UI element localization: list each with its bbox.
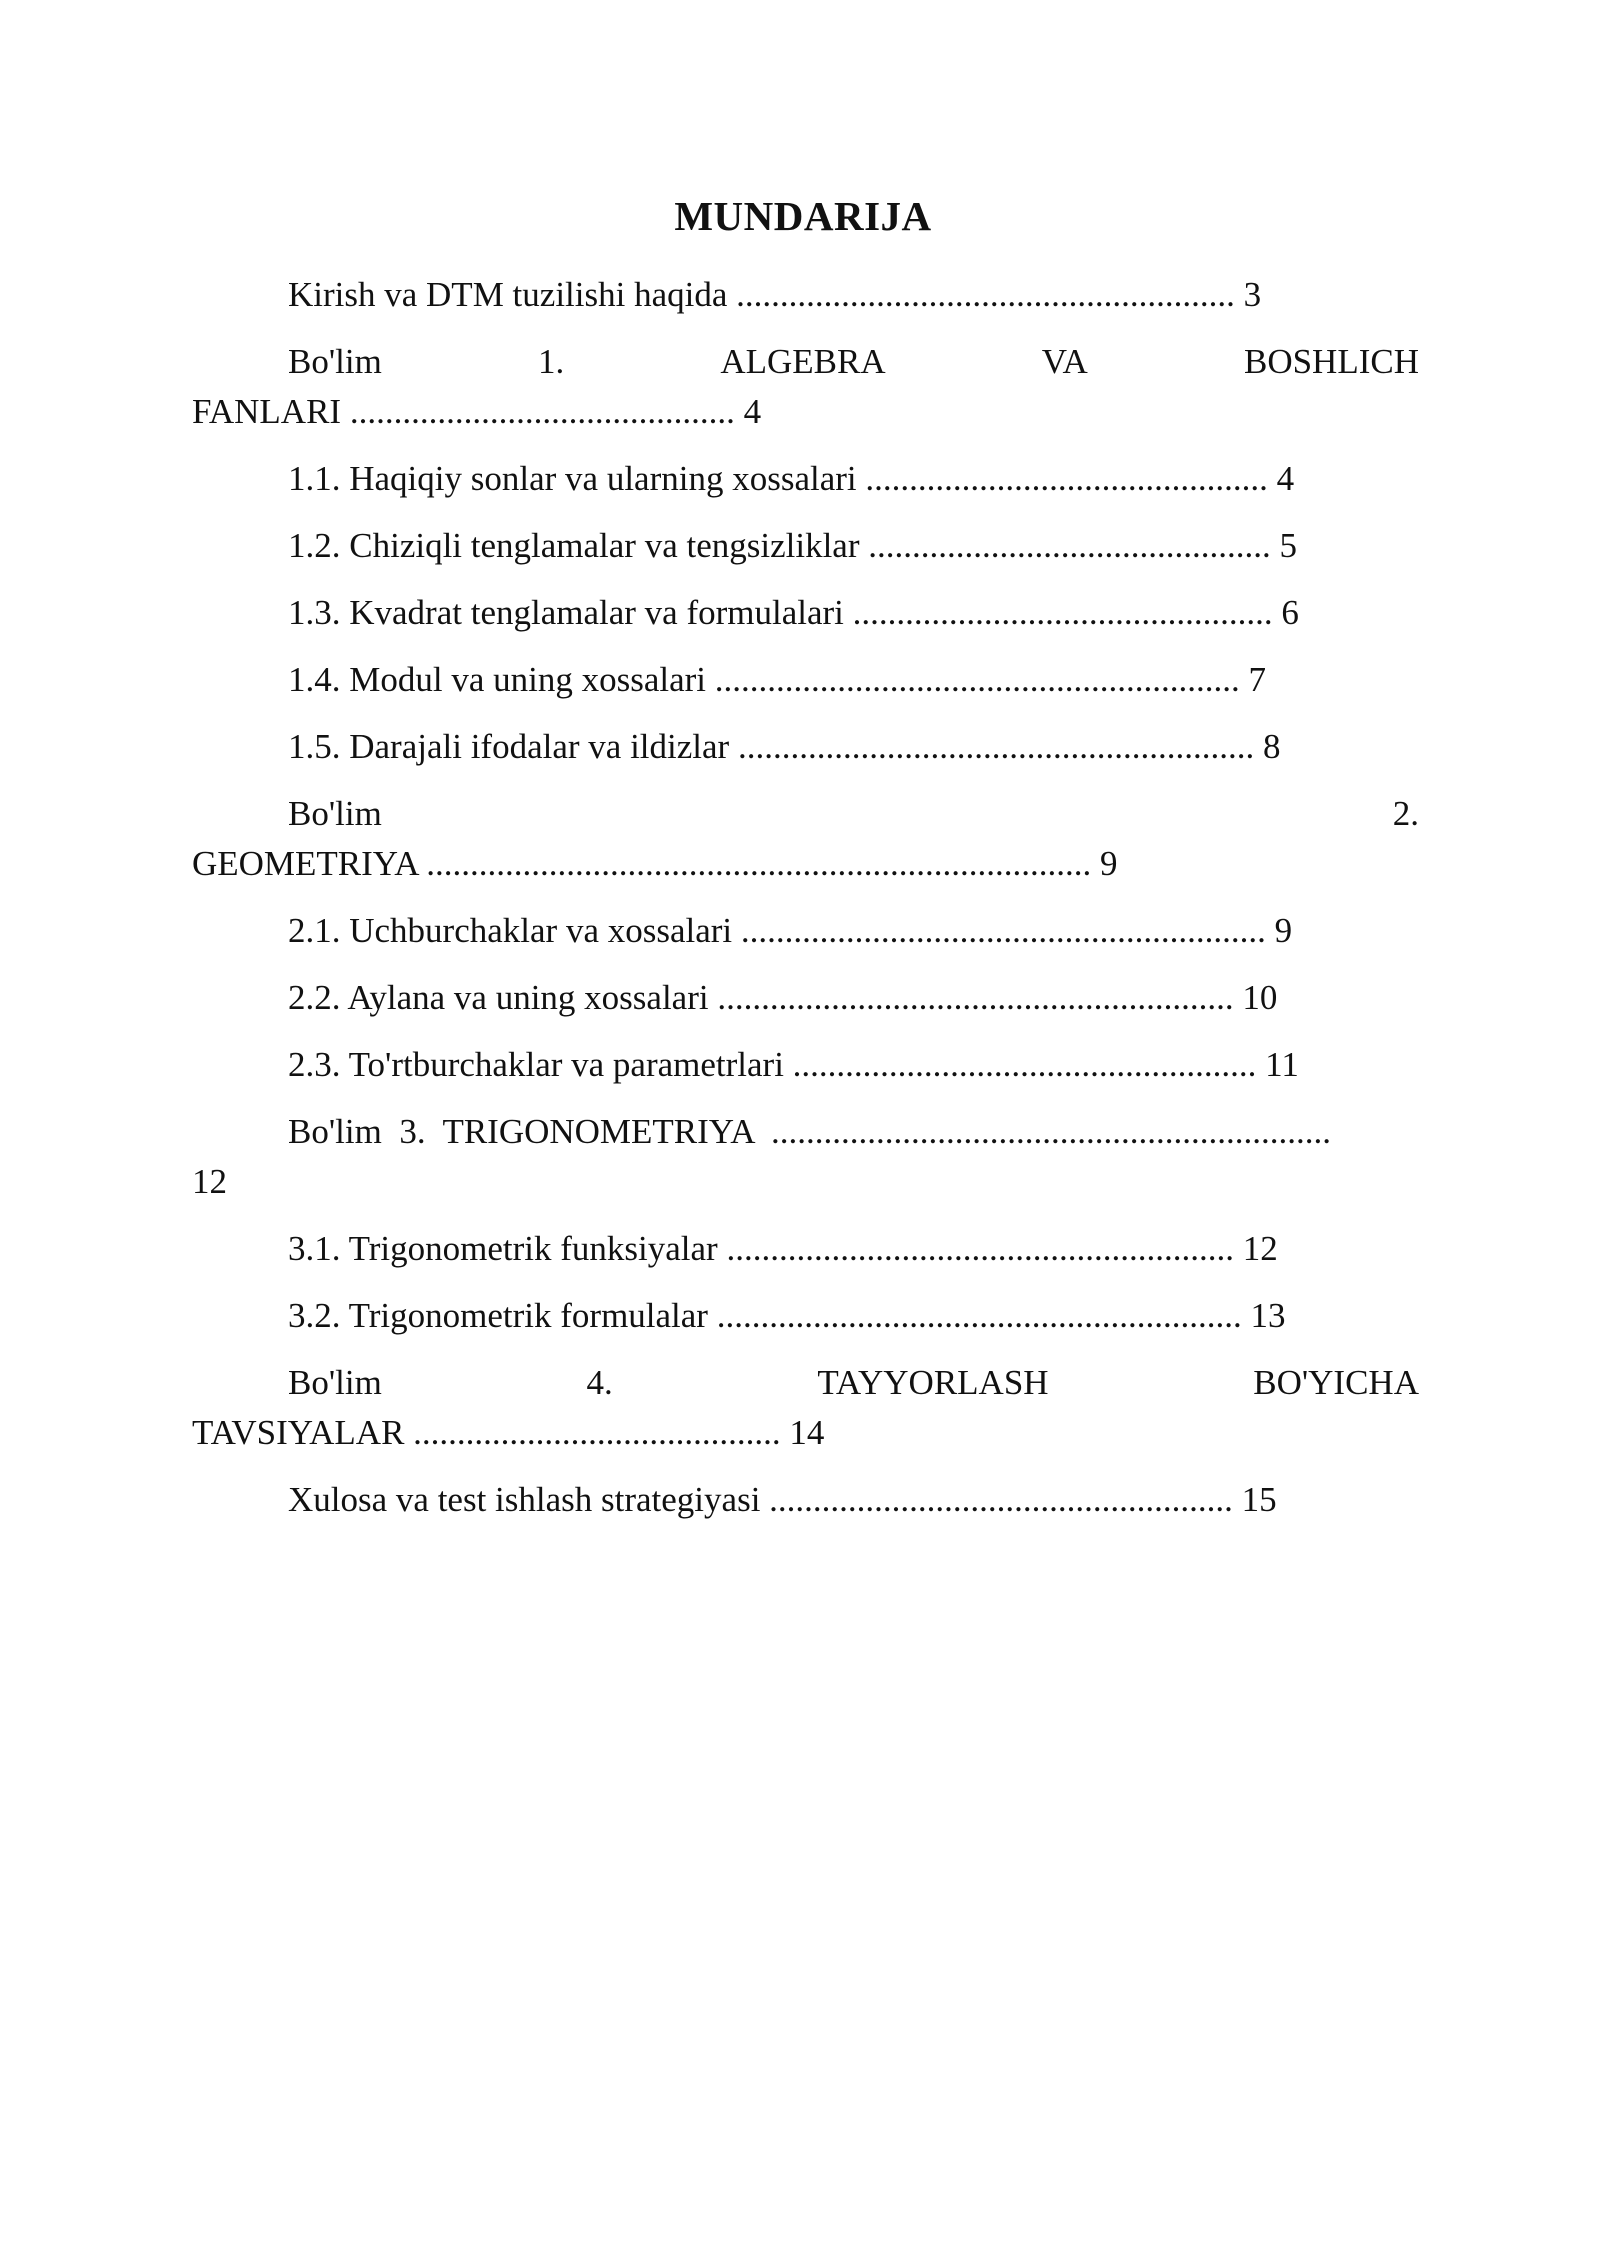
toc-word: Bo'lim <box>288 794 382 833</box>
toc-word: TAYYORLASH <box>817 1363 1049 1402</box>
toc-entry-text: Xulosa va test ishlash strategiyasi ..................................................... 15 <box>288 1480 1277 1519</box>
toc-entry-3-1 <box>192 1224 1419 1274</box>
toc-word: Bo'lim 3. TRIGONOMETRIYA ................................................................ <box>288 1112 1332 1151</box>
page-title: MUNDARIJA <box>674 193 932 239</box>
toc-word: VA <box>1041 342 1088 381</box>
toc-word: Bo'lim <box>288 342 382 381</box>
toc-entry-1-1 <box>192 454 1419 504</box>
toc-entry-section-3 <box>192 1107 1419 1207</box>
toc-entry-3-2 <box>192 1291 1419 1341</box>
toc-entry-text: 1.1. Haqiqiy sonlar va ularning xossalari .............................................. 4 <box>288 459 1295 498</box>
toc-entry-text: 3.1. Trigonometrik funksiyalar .......................................................... 12 <box>288 1229 1278 1268</box>
toc-word: BOSHLICH <box>1243 342 1419 381</box>
toc-entry-2-2 <box>192 973 1419 1023</box>
toc-entry-text: 3.2. Trigonometrik formulalar ............................................................ 13 <box>288 1296 1286 1335</box>
toc-entry-1-4 <box>192 655 1419 705</box>
toc-entry-1-3 <box>192 588 1419 638</box>
toc-entry-section-1 <box>192 337 1419 437</box>
toc-entry-conclusion <box>192 1475 1419 1525</box>
toc-entry-1-2 <box>192 521 1419 571</box>
toc-entry-text: 2.2. Aylana va uning xossalari ........................................................... 10 <box>288 978 1278 1017</box>
toc-entry-continuation: FANLARI ............................................ 4 <box>192 392 762 431</box>
toc-word: 1. <box>537 342 565 381</box>
toc-entry-text: 1.4. Modul va uning xossalari ............................................................ 7 <box>288 660 1267 699</box>
toc-word: Bo'lim <box>288 1363 382 1402</box>
toc-entry-intro <box>192 270 1419 320</box>
toc-word: 4. <box>586 1363 613 1402</box>
toc-entry-text: 2.1. Uchburchaklar va xossalari ............................................................ 9 <box>288 911 1293 950</box>
toc-entry-first-line <box>192 1107 1419 1157</box>
toc-entry-2-1 <box>192 906 1419 956</box>
toc-word: ALGEBRA <box>720 342 886 381</box>
toc-entry-continuation: TAVSIYALAR .......................................... 14 <box>192 1413 825 1452</box>
toc-entry-first-line <box>192 789 1419 839</box>
toc-entry-text: 1.2. Chiziqli tenglamalar va tengsizliklar .............................................. 5 <box>288 526 1298 565</box>
toc-entry-text: Kirish va DTM tuzilishi haqida ......................................................... 3 <box>288 275 1262 314</box>
toc-entry-section-4 <box>192 1358 1419 1458</box>
toc-entry-continuation: 12 <box>192 1162 227 1201</box>
toc-entry-text: 2.3. To'rtburchaklar va parametrlari ..................................................... 11 <box>288 1045 1299 1084</box>
toc-word: 2. <box>1392 794 1419 833</box>
table-of-contents <box>192 270 1419 1542</box>
toc-entry-text: 1.5. Darajali ifodalar va ildizlar ........................................................... 8 <box>288 727 1281 766</box>
toc-word: BO'YICHA <box>1253 1363 1419 1402</box>
toc-entry-first-line <box>192 337 1419 387</box>
toc-entry-1-5 <box>192 722 1419 772</box>
toc-entry-continuation: GEOMETRIYA ............................................................................ 9 <box>192 844 1118 883</box>
toc-entry-text: 1.3. Kvadrat tenglamalar va formulalari ................................................ 6 <box>288 593 1299 632</box>
toc-entry-first-line <box>192 1358 1419 1408</box>
toc-entry-2-3 <box>192 1040 1419 1090</box>
toc-entry-section-2 <box>192 789 1419 889</box>
